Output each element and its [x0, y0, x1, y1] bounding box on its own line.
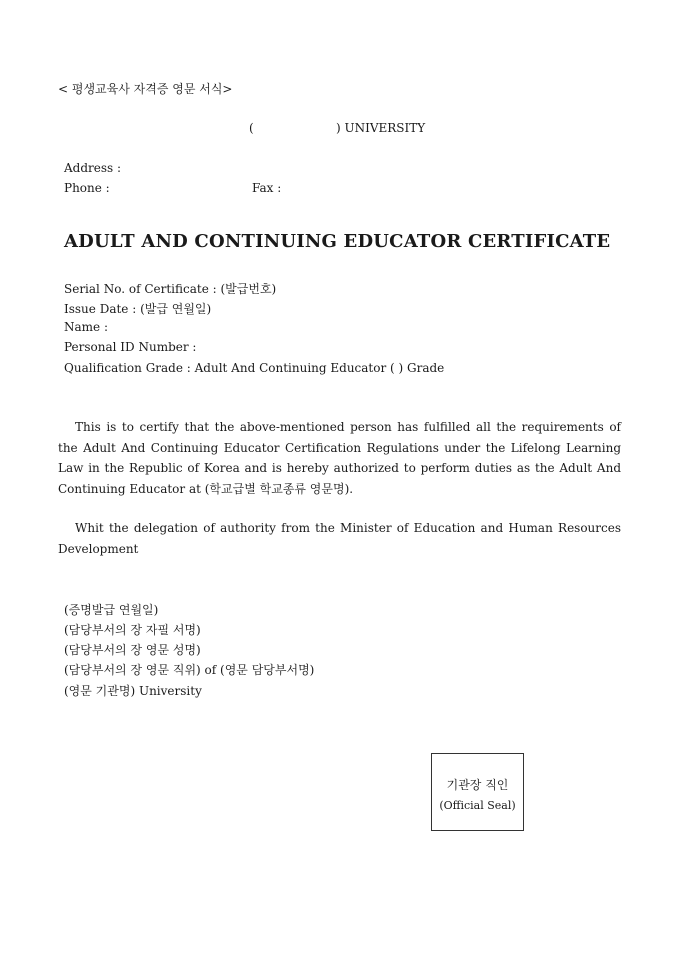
signature-issue-date: (증명발급 연월일) [64, 603, 159, 617]
signature-position: (담당부서의 장 영문 직위) of (영문 담당부서명) [64, 663, 315, 677]
form-title: < 평생교육사 자격증 영문 서식> [58, 82, 233, 96]
address-label: Address : [64, 161, 122, 175]
fax-label: Fax : [252, 181, 282, 195]
certificate-title: ADULT AND CONTINUING EDUCATOR CERTIFICATE [64, 231, 611, 252]
delegation-statement: Whit the delegation of authority from the Minister of Education and Human Resources Development [58, 521, 621, 556]
official-seal-box [431, 753, 524, 831]
signature-handwritten: (담당부서의 장 자필 서명) [64, 623, 201, 637]
seal-korean-label: 기관장 직인 [446, 778, 509, 792]
qualification-grade: Qualification Grade : Adult And Continuing Educator ( ) Grade [64, 361, 445, 375]
serial-number: Serial No. of Certificate : (발급번호) [64, 282, 277, 296]
signature-english-name: (담당부서의 장 영문 성명) [64, 643, 201, 657]
certification-statement: This is to certify that the above-mentioned person has fulfilled all the requirements of the Adult And Continuing Educator Certification Regulations under the Lifelong Learning Law in the Republic of Korea and is hereby authorized to perform duties as the Adult And Continuing Educator at (학교급별 학교종류 영문명). [58, 420, 621, 496]
personal-id-field: Personal ID Number : [64, 340, 197, 354]
phone-label: Phone : [64, 181, 110, 195]
seal-english-label: (Official Seal) [439, 799, 516, 812]
name-field: Name : [64, 320, 108, 334]
university-name: ) UNIVERSITY [336, 121, 426, 135]
university-open-paren: ( [249, 121, 254, 135]
signature-institution: (영문 기관명) University [64, 684, 202, 698]
issue-date: Issue Date : (발급 연월일) [64, 302, 212, 316]
